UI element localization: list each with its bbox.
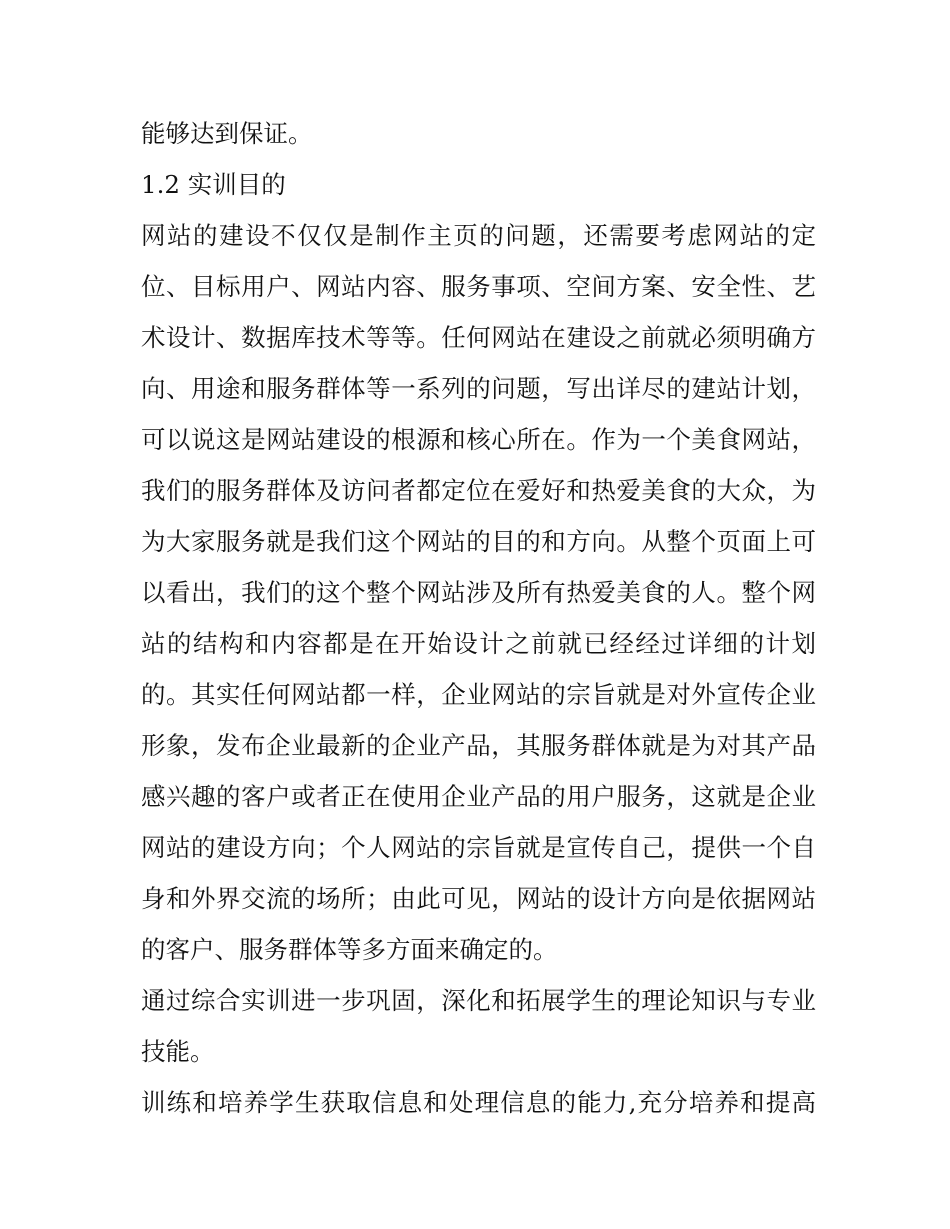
text-line: 为大家服务就是我们这个网站的目的和方向。从整个页面上可 — [141, 527, 816, 556]
text-line: 通过综合实训进一步巩固，深化和拓展学生的理论知识与专业 — [141, 986, 816, 1015]
body-text — [141, 108, 816, 1128]
text-line: 术设计、数据库技术等等。任何网站在建设之前就必须明确方 — [141, 323, 816, 352]
text-line: 能够达到保证。 — [141, 119, 313, 148]
text-line: 可以说这是网站建设的根源和核心所在。作为一个美食网站， — [141, 425, 816, 454]
text-line: 的。其实任何网站都一样，企业网站的宗旨就是对外宣传企业 — [141, 680, 816, 709]
text-line: 网站的建设不仅仅是制作主页的问题，还需要考虑网站的定 — [141, 221, 816, 250]
text-line: 站的结构和内容都是在开始设计之前就已经经过详细的计划 — [141, 629, 816, 658]
text-line: 向、用途和服务群体等一系列的问题，写出详尽的建站计划， — [141, 374, 816, 403]
text-line: 训练和培养学生获取信息和处理信息的能力,充分培养和提高 — [141, 1088, 816, 1117]
text-line: 网站的建设方向；个人网站的宗旨就是宣传自己，提供一个自 — [141, 833, 816, 862]
text-line: 形象，发布企业最新的企业产品，其服务群体就是为对其产品 — [141, 731, 816, 760]
text-line: 位、目标用户、网站内容、服务事项、空间方案、安全性、艺 — [141, 272, 816, 301]
text-line: 技能。 — [141, 1037, 215, 1066]
text-line: 以看出，我们的这个整个网站涉及所有热爱美食的人。整个网 — [141, 578, 816, 607]
text-line: 我们的服务群体及访问者都定位在爱好和热爱美食的大众，为 — [141, 476, 816, 505]
text-line: 身和外界交流的场所；由此可见，网站的设计方向是依据网站 — [141, 884, 816, 913]
text-line: 的客户、服务群体等多方面来确定的。 — [141, 935, 558, 964]
text-line: 感兴趣的客户或者正在使用企业产品的用户服务，这就是企业 — [141, 782, 816, 811]
section-heading: 1.2 实训目的 — [141, 170, 286, 199]
